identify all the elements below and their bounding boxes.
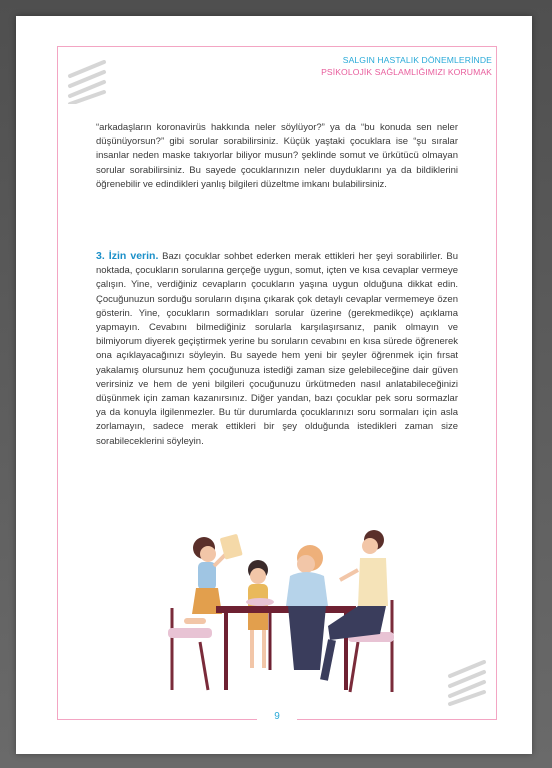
page-border-top xyxy=(57,46,497,47)
stripes-decoration-icon xyxy=(66,60,110,104)
paragraph-2 xyxy=(96,249,458,449)
header-line-2: PSİKOLOJİK SAĞLAMLIĞIMIZI KORUMAK xyxy=(321,67,492,77)
paragraph-2-heading: 3. İzin verin. xyxy=(96,250,159,262)
header-line-1: SALGIN HASTALIK DÖNEMLERİNDE xyxy=(342,55,492,65)
paragraph-2-text: Bazı çocuklar sohbet ederken merak ettikleri her şeyi sorabilirler. Bu noktada, çocukların sorularına gerçeğe uygun, somut, içten ve kısa cevaplar vermeye çalışın. Yine, verdiğiniz cevapların çocukların yaşına uygun olduğuna dikkat edin. Çocuğunuzun sorduğu soruların dışına çıkarak çok detaylı cevaplar vermemeye özen gösterin. Yine, çocukların sormadıkları sorular üzerine (gerekmedikçe) açıklama yapmayın. Cevabını bilmediğiniz sorularla karşılaşırsanız, panik olmayın ve bilmiyorum diyerek geçiştirmek yerine bu soruların cevabını en kısa sürede öğrenerek ona açıklayacağınızı söyleyin. Bu sayede hem yeni bir şeyler öğrenmek için fırsat yakalamış olursunuz hem çocuğunuza istediği zaman size gelebileceğine dair güven verirsiniz ve hem de yeni bilgileri çocuğunuzu ürkütmeden nasıl anlatabileceğinizi düşünmek için zaman kazanırsınız. Diğer yandan, bazı çocuklar pek soru sormazlar ya da konuyla ilgilenmezler. Bu tür durumlarda çocuklarınızı soru sormaları için asla zorlamayın, sadece merak ettikleri bir şey olduğunda istedikleri zaman size sorabileceklerini söyleyin. xyxy=(96,251,458,447)
page-border-bottom-left xyxy=(57,719,257,720)
running-header xyxy=(321,54,492,78)
paragraph-1: “arkadaşların koronavirüs hakkında neler söylüyor?” ya da “bu konuda sen neler düşünüyorsun?” gibi sorular sorabilirsiniz. Küçük yaştaki çocuklara ise “şu sıralar insanlar neden maske takıyorlar biliyor musun? şeklinde somut ve ürkütücü olmayan sorular sorabilirsiniz. Bu sayede çocuklarınızın neler duyduklarını ya da bildiklerini öğrenebilir ve edindikleri yanlış bilgileri düzeltme imkanı bulabilirsiniz. xyxy=(96,122,458,190)
page-number: 9 xyxy=(274,711,280,722)
family-table-illustration xyxy=(160,530,396,700)
page-border-left xyxy=(57,46,58,720)
page-border-right xyxy=(496,46,497,720)
page-border-bottom-right xyxy=(297,719,497,720)
stripes-decoration-icon xyxy=(446,660,490,706)
